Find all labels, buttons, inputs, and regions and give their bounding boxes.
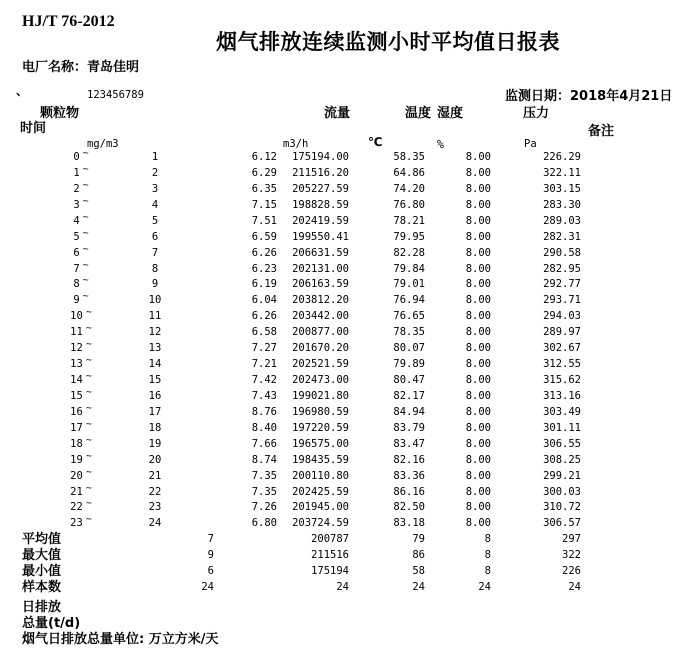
cell-hour-from: 15 ~ bbox=[70, 386, 92, 402]
cell-hour-to: 12 bbox=[148, 326, 162, 339]
summary-humidity: 8 bbox=[484, 533, 491, 545]
cell-pressure: 303.49 bbox=[543, 405, 581, 418]
cell-temp: 79.95 bbox=[393, 230, 425, 243]
tilde-mark: ~ bbox=[85, 514, 92, 526]
summary-temp: 79 bbox=[412, 533, 425, 545]
tilde-mark: ~ bbox=[82, 227, 89, 239]
cell-hour-to: 21 bbox=[148, 469, 162, 482]
tick-mark: 、 bbox=[16, 84, 29, 98]
cell-pressure: 312.55 bbox=[543, 358, 581, 371]
monitor-date-value: 2018年4月21日 bbox=[570, 89, 673, 104]
cell-hour-from: 14 ~ bbox=[70, 371, 92, 387]
col-header-temp: 温度 bbox=[405, 106, 432, 121]
cell-temp: 79.84 bbox=[393, 262, 425, 275]
cell-hour-from: 0 ~ bbox=[73, 148, 89, 163]
cell-hour-from: 5 ~ bbox=[73, 227, 89, 243]
cell-hour-from: 1 ~ bbox=[73, 163, 89, 179]
unit-flow: m3/h bbox=[283, 138, 309, 150]
cell-temp: 76.94 bbox=[393, 294, 425, 307]
cell-temp: 78.35 bbox=[393, 326, 425, 339]
summary-flow: 175194 bbox=[311, 565, 349, 577]
table-row bbox=[0, 293, 678, 309]
cell-flow: 206163.59 bbox=[292, 278, 349, 291]
cell-flow: 196980.59 bbox=[292, 405, 349, 418]
tilde-mark: ~ bbox=[82, 275, 89, 287]
cell-pm: 8.76 bbox=[251, 405, 277, 418]
cell-flow: 200877.00 bbox=[292, 326, 349, 339]
cell-flow: 175194.00 bbox=[292, 151, 349, 163]
cell-humidity: 8.00 bbox=[465, 389, 491, 402]
summary-label: 样本数 bbox=[22, 580, 62, 595]
cell-hour-from: 23 ~ bbox=[70, 514, 92, 530]
summary-flow: 24 bbox=[336, 581, 349, 593]
summary-pressure: 297 bbox=[562, 533, 581, 545]
table-row bbox=[0, 418, 678, 437]
cell-temp: 76.80 bbox=[393, 198, 425, 211]
cell-temp: 64.86 bbox=[393, 166, 425, 179]
cell-flow: 206631.59 bbox=[292, 246, 349, 259]
cell-humidity: 8.00 bbox=[465, 278, 491, 291]
table-row bbox=[0, 195, 678, 214]
summary-humidity: 8 bbox=[484, 549, 491, 561]
cell-temp: 83.18 bbox=[393, 517, 425, 530]
cell-pm: 6.59 bbox=[251, 230, 277, 243]
cell-temp: 82.17 bbox=[393, 389, 425, 402]
cell-humidity: 8.00 bbox=[465, 246, 491, 259]
cell-pm: 7.66 bbox=[251, 437, 277, 450]
cell-hour-from: 20 ~ bbox=[70, 466, 92, 482]
table-row bbox=[0, 325, 678, 341]
table-row bbox=[0, 309, 678, 325]
cell-pm: 6.80 bbox=[251, 517, 277, 530]
cell-humidity: 8.00 bbox=[465, 405, 491, 418]
cell-pm: 6.26 bbox=[251, 310, 277, 323]
summary-row bbox=[0, 548, 678, 564]
cell-pm: 6.19 bbox=[251, 278, 277, 291]
cell-pm: 7.15 bbox=[251, 198, 277, 211]
cell-flow: 198828.59 bbox=[292, 198, 349, 211]
cell-humidity: 8.00 bbox=[465, 437, 491, 450]
cell-hour-to: 8 bbox=[151, 262, 159, 275]
tilde-mark: ~ bbox=[85, 371, 92, 383]
cell-humidity: 8.00 bbox=[465, 326, 491, 339]
summary-flow: 211516 bbox=[311, 549, 349, 561]
cell-pm: 7.35 bbox=[251, 469, 277, 482]
cell-hour-from: 2 ~ bbox=[73, 179, 89, 195]
cell-pm: 6.26 bbox=[251, 246, 277, 259]
summary-pressure: 24 bbox=[568, 581, 581, 593]
serial-number: 123456789 bbox=[87, 89, 144, 101]
tilde-mark: ~ bbox=[85, 386, 92, 398]
cell-temp: 58.35 bbox=[393, 151, 425, 163]
tilde-mark: ~ bbox=[85, 466, 92, 478]
plant-name-value: 青岛佳明 bbox=[87, 60, 140, 75]
cell-pressure: 303.15 bbox=[543, 182, 581, 195]
cell-flow: 202473.00 bbox=[292, 374, 349, 387]
cell-pressure: 293.71 bbox=[543, 294, 581, 307]
cell-humidity: 8.00 bbox=[465, 453, 491, 466]
cell-hour-to: 14 bbox=[148, 358, 162, 371]
cell-hour-from: 7 ~ bbox=[73, 259, 89, 275]
cell-temp: 83.79 bbox=[393, 421, 425, 434]
cell-hour-from: 11 ~ bbox=[70, 323, 92, 339]
cell-pm: 7.51 bbox=[251, 214, 277, 227]
cell-hour-from: 13 ~ bbox=[70, 355, 92, 371]
cell-hour-to: 1 bbox=[151, 151, 159, 163]
cell-hour-from: 9 ~ bbox=[73, 291, 89, 307]
cell-hour-to: 4 bbox=[151, 198, 159, 211]
cell-temp: 79.01 bbox=[393, 278, 425, 291]
cell-humidity: 8.00 bbox=[465, 421, 491, 434]
cell-pm: 6.29 bbox=[251, 166, 277, 179]
cell-pressure: 290.58 bbox=[543, 246, 581, 259]
tilde-mark: ~ bbox=[85, 307, 92, 319]
cell-hour-from: 3 ~ bbox=[73, 195, 89, 211]
cell-flow: 199550.41 bbox=[292, 230, 349, 243]
cell-hour-to: 17 bbox=[148, 405, 162, 418]
cell-flow: 211516.20 bbox=[292, 166, 349, 179]
cell-humidity: 8.00 bbox=[465, 166, 491, 179]
cell-temp: 83.36 bbox=[393, 469, 425, 482]
cell-pressure: 299.21 bbox=[543, 469, 581, 482]
tilde-mark: ~ bbox=[85, 323, 92, 335]
cell-pm: 7.42 bbox=[251, 374, 277, 387]
table-row bbox=[0, 357, 678, 373]
tilde-mark: ~ bbox=[85, 339, 92, 351]
tilde-mark: ~ bbox=[82, 243, 89, 255]
cell-flow: 201945.00 bbox=[292, 501, 349, 514]
table-row bbox=[0, 150, 678, 166]
cell-temp: 80.07 bbox=[393, 342, 425, 355]
cell-hour-from: 22 ~ bbox=[70, 498, 92, 514]
tilde-mark: ~ bbox=[82, 291, 89, 303]
table-row bbox=[0, 516, 678, 532]
cell-hour-to: 5 bbox=[151, 214, 159, 227]
unit-temp: ℃ bbox=[368, 135, 383, 149]
cell-humidity: 8.00 bbox=[465, 342, 491, 355]
cell-flow: 202521.59 bbox=[292, 358, 349, 371]
cell-humidity: 8.00 bbox=[465, 182, 491, 195]
table-row bbox=[0, 179, 678, 198]
table-row bbox=[0, 466, 678, 485]
col-header-humidity: 湿度 bbox=[437, 106, 464, 121]
cell-humidity: 8.00 bbox=[465, 151, 491, 163]
summary-row bbox=[0, 564, 678, 580]
cell-temp: 76.65 bbox=[393, 310, 425, 323]
cell-flow: 200110.80 bbox=[292, 469, 349, 482]
cell-humidity: 8.00 bbox=[465, 214, 491, 227]
cell-pm: 6.35 bbox=[251, 182, 277, 195]
cell-pm: 7.26 bbox=[251, 501, 277, 514]
cell-hour-to: 3 bbox=[151, 182, 159, 195]
cell-pressure: 282.31 bbox=[543, 230, 581, 243]
unit-humidity: % bbox=[437, 137, 444, 151]
cell-pressure: 302.67 bbox=[543, 342, 581, 355]
cell-hour-to: 10 bbox=[148, 294, 162, 307]
cell-pressure: 313.16 bbox=[543, 389, 581, 402]
col-header-flow: 流量 bbox=[324, 106, 351, 121]
table-row bbox=[0, 227, 678, 246]
cell-flow: 196575.00 bbox=[292, 437, 349, 450]
footer-line: 日排放 bbox=[22, 600, 62, 615]
cell-flow: 203724.59 bbox=[292, 517, 349, 530]
table-row bbox=[0, 402, 678, 421]
cell-temp: 82.28 bbox=[393, 246, 425, 259]
summary-row bbox=[0, 532, 678, 548]
cell-pm: 6.23 bbox=[251, 262, 277, 275]
cell-humidity: 8.00 bbox=[465, 469, 491, 482]
cell-humidity: 8.00 bbox=[465, 374, 491, 387]
table-row bbox=[0, 243, 678, 262]
cell-pressure: 289.03 bbox=[543, 214, 581, 227]
cell-flow: 201670.20 bbox=[292, 342, 349, 355]
cell-humidity: 8.00 bbox=[465, 294, 491, 307]
cell-hour-to: 15 bbox=[148, 374, 162, 387]
cell-humidity: 8.00 bbox=[465, 230, 491, 243]
footer-line: 总量(t/d) bbox=[22, 616, 81, 631]
cell-hour-to: 19 bbox=[148, 437, 162, 450]
table-row bbox=[0, 277, 678, 293]
tilde-mark: ~ bbox=[82, 211, 89, 223]
summary-temp: 24 bbox=[412, 581, 425, 593]
table-row bbox=[0, 450, 678, 469]
cell-pressure: 310.72 bbox=[543, 501, 581, 514]
cell-pressure: 283.30 bbox=[543, 198, 581, 211]
table-row bbox=[0, 211, 678, 230]
cell-temp: 80.47 bbox=[393, 374, 425, 387]
summary-temp: 58 bbox=[412, 565, 425, 577]
cell-hour-from: 21 ~ bbox=[70, 482, 92, 498]
cell-humidity: 8.00 bbox=[465, 262, 491, 275]
tilde-mark: ~ bbox=[85, 498, 92, 510]
footer-line: 烟气日排放总量单位: 万立方米/天 bbox=[22, 632, 219, 647]
cell-flow: 197220.59 bbox=[292, 421, 349, 434]
cell-humidity: 8.00 bbox=[465, 485, 491, 498]
table-row bbox=[0, 482, 678, 501]
unit-pressure: Pa bbox=[524, 138, 537, 150]
table-row bbox=[0, 500, 678, 516]
cell-pressure: 301.11 bbox=[543, 421, 581, 434]
cell-hour-to: 16 bbox=[148, 389, 162, 402]
cell-flow: 202425.59 bbox=[292, 485, 349, 498]
col-header-remark: 备注 bbox=[588, 124, 615, 139]
plant-name-line bbox=[22, 56, 139, 75]
cell-temp: 84.94 bbox=[393, 405, 425, 418]
cell-hour-to: 13 bbox=[148, 342, 162, 355]
table-row bbox=[0, 341, 678, 357]
cell-hour-from: 16 ~ bbox=[70, 402, 92, 418]
summary-temp: 86 bbox=[412, 549, 425, 561]
cell-flow: 203442.00 bbox=[292, 310, 349, 323]
cell-pm: 7.27 bbox=[251, 342, 277, 355]
cell-humidity: 8.00 bbox=[465, 310, 491, 323]
cell-pressure: 322.11 bbox=[543, 166, 581, 179]
tilde-mark: ~ bbox=[85, 434, 92, 446]
cell-temp: 82.16 bbox=[393, 453, 425, 466]
cell-pm: 6.12 bbox=[251, 151, 277, 163]
monitor-date-label: 监测日期： bbox=[505, 89, 571, 104]
cell-pm: 8.40 bbox=[251, 421, 277, 434]
cell-pm: 7.21 bbox=[251, 358, 277, 371]
cell-pm: 6.58 bbox=[251, 326, 277, 339]
cell-pressure: 282.95 bbox=[543, 262, 581, 275]
col-header-time: 时间 bbox=[20, 121, 47, 136]
cell-hour-to: 11 bbox=[148, 310, 162, 323]
summary-pm: 7 bbox=[207, 533, 214, 545]
cell-temp: 86.16 bbox=[393, 485, 425, 498]
cell-temp: 82.50 bbox=[393, 501, 425, 514]
cell-flow: 198435.59 bbox=[292, 453, 349, 466]
cell-pm: 8.74 bbox=[251, 453, 277, 466]
cell-hour-from: 8 ~ bbox=[73, 275, 89, 291]
cell-hour-to: 18 bbox=[148, 421, 162, 434]
cell-pressure: 292.77 bbox=[543, 278, 581, 291]
summary-humidity: 24 bbox=[478, 581, 491, 593]
summary-pressure: 226 bbox=[562, 565, 581, 577]
tilde-mark: ~ bbox=[82, 148, 89, 159]
tilde-mark: ~ bbox=[85, 402, 92, 414]
cell-temp: 79.89 bbox=[393, 358, 425, 371]
cell-pressure: 315.62 bbox=[543, 374, 581, 387]
cell-hour-to: 22 bbox=[148, 485, 162, 498]
cell-hour-to: 9 bbox=[151, 278, 159, 291]
summary-label: 最大值 bbox=[22, 548, 62, 563]
table-row bbox=[0, 373, 678, 389]
table-row bbox=[0, 259, 678, 278]
cell-pm: 7.43 bbox=[251, 389, 277, 402]
cell-humidity: 8.00 bbox=[465, 517, 491, 530]
cell-pressure: 289.97 bbox=[543, 326, 581, 339]
summary-pressure: 322 bbox=[562, 549, 581, 561]
cell-pressure: 294.03 bbox=[543, 310, 581, 323]
tilde-mark: ~ bbox=[82, 195, 89, 207]
tilde-mark: ~ bbox=[82, 179, 89, 191]
cell-temp: 78.21 bbox=[393, 214, 425, 227]
cell-flow: 202131.00 bbox=[292, 262, 349, 275]
cell-pressure: 300.03 bbox=[543, 485, 581, 498]
cell-humidity: 8.00 bbox=[465, 198, 491, 211]
tilde-mark: ~ bbox=[82, 259, 89, 271]
cell-humidity: 8.00 bbox=[465, 501, 491, 514]
cell-hour-to: 24 bbox=[148, 517, 162, 530]
cell-hour-from: 19 ~ bbox=[70, 450, 92, 466]
cell-pm: 7.35 bbox=[251, 485, 277, 498]
standard-code: HJ/T 76-2012 bbox=[22, 13, 115, 30]
cell-flow: 202419.59 bbox=[292, 214, 349, 227]
cell-flow: 203812.20 bbox=[292, 294, 349, 307]
summary-pm: 24 bbox=[201, 581, 214, 593]
tilde-mark: ~ bbox=[82, 163, 89, 175]
summary-label: 平均值 bbox=[22, 532, 62, 547]
col-header-pressure: 压力 bbox=[523, 106, 550, 121]
cell-hour-from: 18 ~ bbox=[70, 434, 92, 450]
tilde-mark: ~ bbox=[85, 450, 92, 462]
cell-pm: 6.04 bbox=[251, 294, 277, 307]
cell-pressure: 226.29 bbox=[543, 151, 581, 163]
summary-pm: 6 bbox=[207, 565, 214, 577]
cell-hour-to: 7 bbox=[151, 246, 159, 259]
table-row bbox=[0, 386, 678, 405]
table-row bbox=[0, 434, 678, 453]
cell-hour-from: 12 ~ bbox=[70, 339, 92, 355]
tilde-mark: ~ bbox=[85, 355, 92, 367]
cell-hour-to: 23 bbox=[148, 501, 162, 514]
cell-hour-to: 6 bbox=[151, 230, 159, 243]
col-header-pm: 颗粒物 bbox=[40, 106, 80, 121]
table-row bbox=[0, 163, 678, 182]
cell-pressure: 306.57 bbox=[543, 517, 581, 530]
summary-label: 最小值 bbox=[22, 564, 62, 579]
unit-pm: mg/m3 bbox=[87, 138, 119, 150]
summary-row bbox=[0, 580, 678, 596]
summary-flow: 200787 bbox=[311, 533, 349, 545]
cell-humidity: 8.00 bbox=[465, 358, 491, 371]
cell-hour-to: 20 bbox=[148, 453, 162, 466]
cell-pressure: 306.55 bbox=[543, 437, 581, 450]
cell-pressure: 308.25 bbox=[543, 453, 581, 466]
cell-hour-from: 10 ~ bbox=[70, 307, 92, 323]
cell-hour-from: 17 ~ bbox=[70, 418, 92, 434]
cell-hour-from: 6 ~ bbox=[73, 243, 89, 259]
summary-humidity: 8 bbox=[484, 565, 491, 577]
cell-temp: 83.47 bbox=[393, 437, 425, 450]
cell-hour-from: 4 ~ bbox=[73, 211, 89, 227]
cell-flow: 205227.59 bbox=[292, 182, 349, 195]
cell-hour-to: 2 bbox=[151, 166, 159, 179]
page-title: 烟气排放连续监测小时平均值日报表 bbox=[216, 30, 560, 54]
cell-temp: 74.20 bbox=[393, 182, 425, 195]
tilde-mark: ~ bbox=[85, 482, 92, 494]
tilde-mark: ~ bbox=[85, 418, 92, 430]
cell-flow: 199021.80 bbox=[292, 389, 349, 402]
summary-pm: 9 bbox=[207, 549, 214, 561]
plant-name-label: 电厂名称： bbox=[22, 60, 88, 75]
